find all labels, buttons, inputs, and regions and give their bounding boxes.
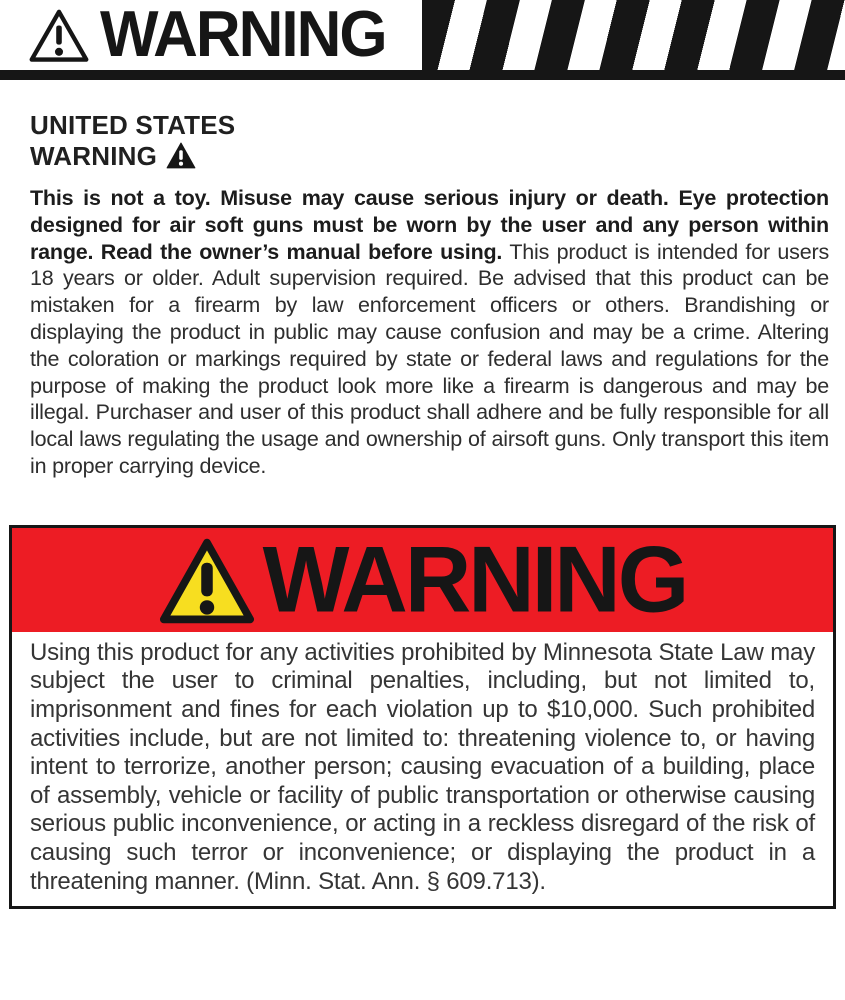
- warning-triangle-yellow-icon: [159, 536, 255, 626]
- minnesota-law-paragraph: Using this product for any activities prohibited by Minnesota State Law may subject the user to criminal penalties, including, but not limited to, imprisonment and fines for each violation up to $10,000. Such prohibited activities include, but are not limited to: threatening violence to, or having intent to terrorize, another person; causing evacuation of a building, place of assembly, vehicle or facility of public transportation or otherwise causing serious public inconvenience, or acting in a reckless disregard of the risk of causing such terror or inconvenience; or displaying the product in a threatening manner. (Minn. Stat. Ann. § 609.713).: [30, 638, 815, 895]
- minnesota-warning-label: [9, 525, 836, 909]
- country-heading: UNITED STATES: [30, 110, 236, 140]
- warning-heading-label: WARNING: [30, 141, 158, 171]
- top-warning-banner: [0, 0, 845, 70]
- top-warning-title: WARNING: [100, 0, 386, 71]
- warning-triangle-solid-icon: [166, 142, 196, 169]
- hazard-stripes: [422, 0, 845, 70]
- red-warning-title: WARNING: [262, 527, 687, 632]
- warning-triangle-outline-icon: [28, 6, 90, 66]
- us-warning-section: [0, 80, 845, 480]
- warning-heading: [30, 141, 829, 172]
- divider-bar: [0, 70, 845, 80]
- safety-paragraph: [30, 185, 829, 480]
- safety-paragraph-body: This product is intended for users 18 years or older. Adult supervision required. Be advised that this product can be mistaken for a firearm by law enforcement officers or others. Brandishing or displaying the product in public may cause confusion and may be a crime. Altering the coloration or markings required by state or federal laws and regulations for the purpose of making the product look more like a firearm is dangerous and may be illegal. Purchaser and user of this product shall adhere and be fully responsible for all local laws regulating the usage and ownership of airsoft guns. Only transport this item in proper carrying device.: [30, 239, 829, 478]
- red-warning-banner: [12, 528, 833, 632]
- safety-paragraph-bold: This is not a toy. Misuse may cause serious injury or death. Eye protection designed for air soft guns must be worn by the user and any person within range. Read the owner’s manual before using.: [30, 186, 829, 264]
